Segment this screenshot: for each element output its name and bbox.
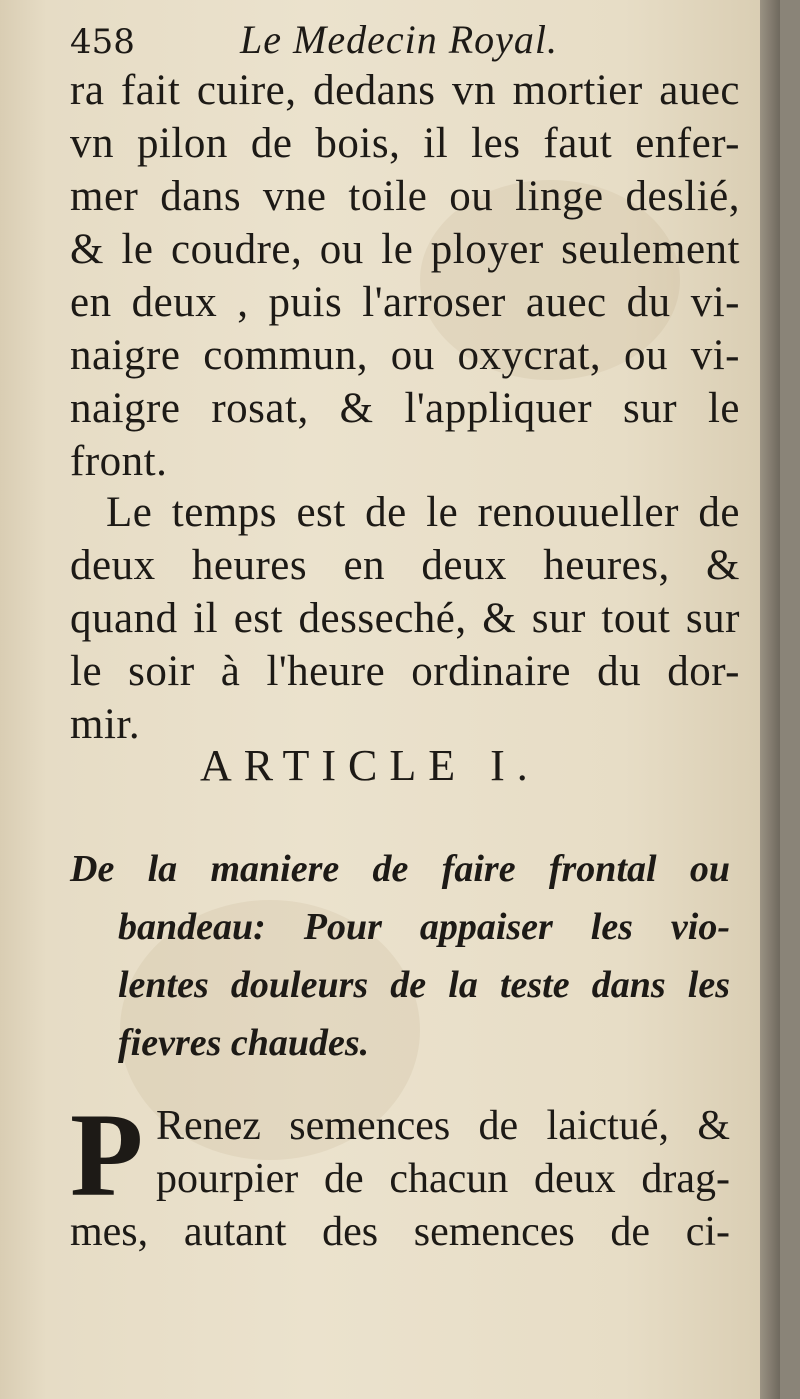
text-line: ra fait cuire, dedans vn mortier auec <box>70 67 740 114</box>
text-line: vn pilon de bois, il les faut enfer- <box>70 120 740 167</box>
running-head <box>70 14 750 66</box>
text-line: mir. <box>70 701 141 748</box>
text-line: le soir à l'heure ordinaire du dor- <box>70 648 740 695</box>
book-gutter <box>760 0 780 1399</box>
text-line: deux heures en deux heures, & <box>70 542 740 589</box>
text-line: naigre rosat, & l'appliquer sur le <box>70 385 740 432</box>
subtitle-line: bandeau: Pour appaiser les vio- <box>118 906 730 948</box>
text-line: Renez semences de laictué, & <box>156 1103 730 1149</box>
text-line: mes, autant des semences de ci- <box>70 1209 730 1255</box>
text-line: mer dans vne toile ou linge deslié, <box>70 173 740 220</box>
text-line: pourpier de chacun deux drag- <box>156 1156 730 1202</box>
text-line: en deux , puis l'arroser auec du vi- <box>70 279 740 326</box>
subtitle-line: De la maniere de faire frontal ou <box>70 848 730 890</box>
text-line: Le temps est de le renouueller de <box>106 489 740 536</box>
recipe-paragraph <box>70 1088 730 1259</box>
text-line: & le coudre, ou le ployer seulement <box>70 226 740 273</box>
text-line: naigre commun, ou oxycrat, ou vi- <box>70 332 740 379</box>
text-line: front. <box>70 438 168 485</box>
article-heading: ARTICLE I. <box>200 741 540 790</box>
article-subtitle <box>70 840 730 1072</box>
subtitle-line: fievres chaudes. <box>118 1022 370 1064</box>
text-line: quand il est desseché, & sur tout sur <box>70 595 740 642</box>
paragraph-2 <box>70 486 740 751</box>
drop-cap: P <box>70 1088 144 1221</box>
page-number: 458 <box>70 22 135 62</box>
subtitle-line: lentes douleurs de la teste dans les <box>118 964 730 1006</box>
paragraph-1 <box>70 64 740 488</box>
running-title: Le Medecin Royal. <box>240 17 558 62</box>
